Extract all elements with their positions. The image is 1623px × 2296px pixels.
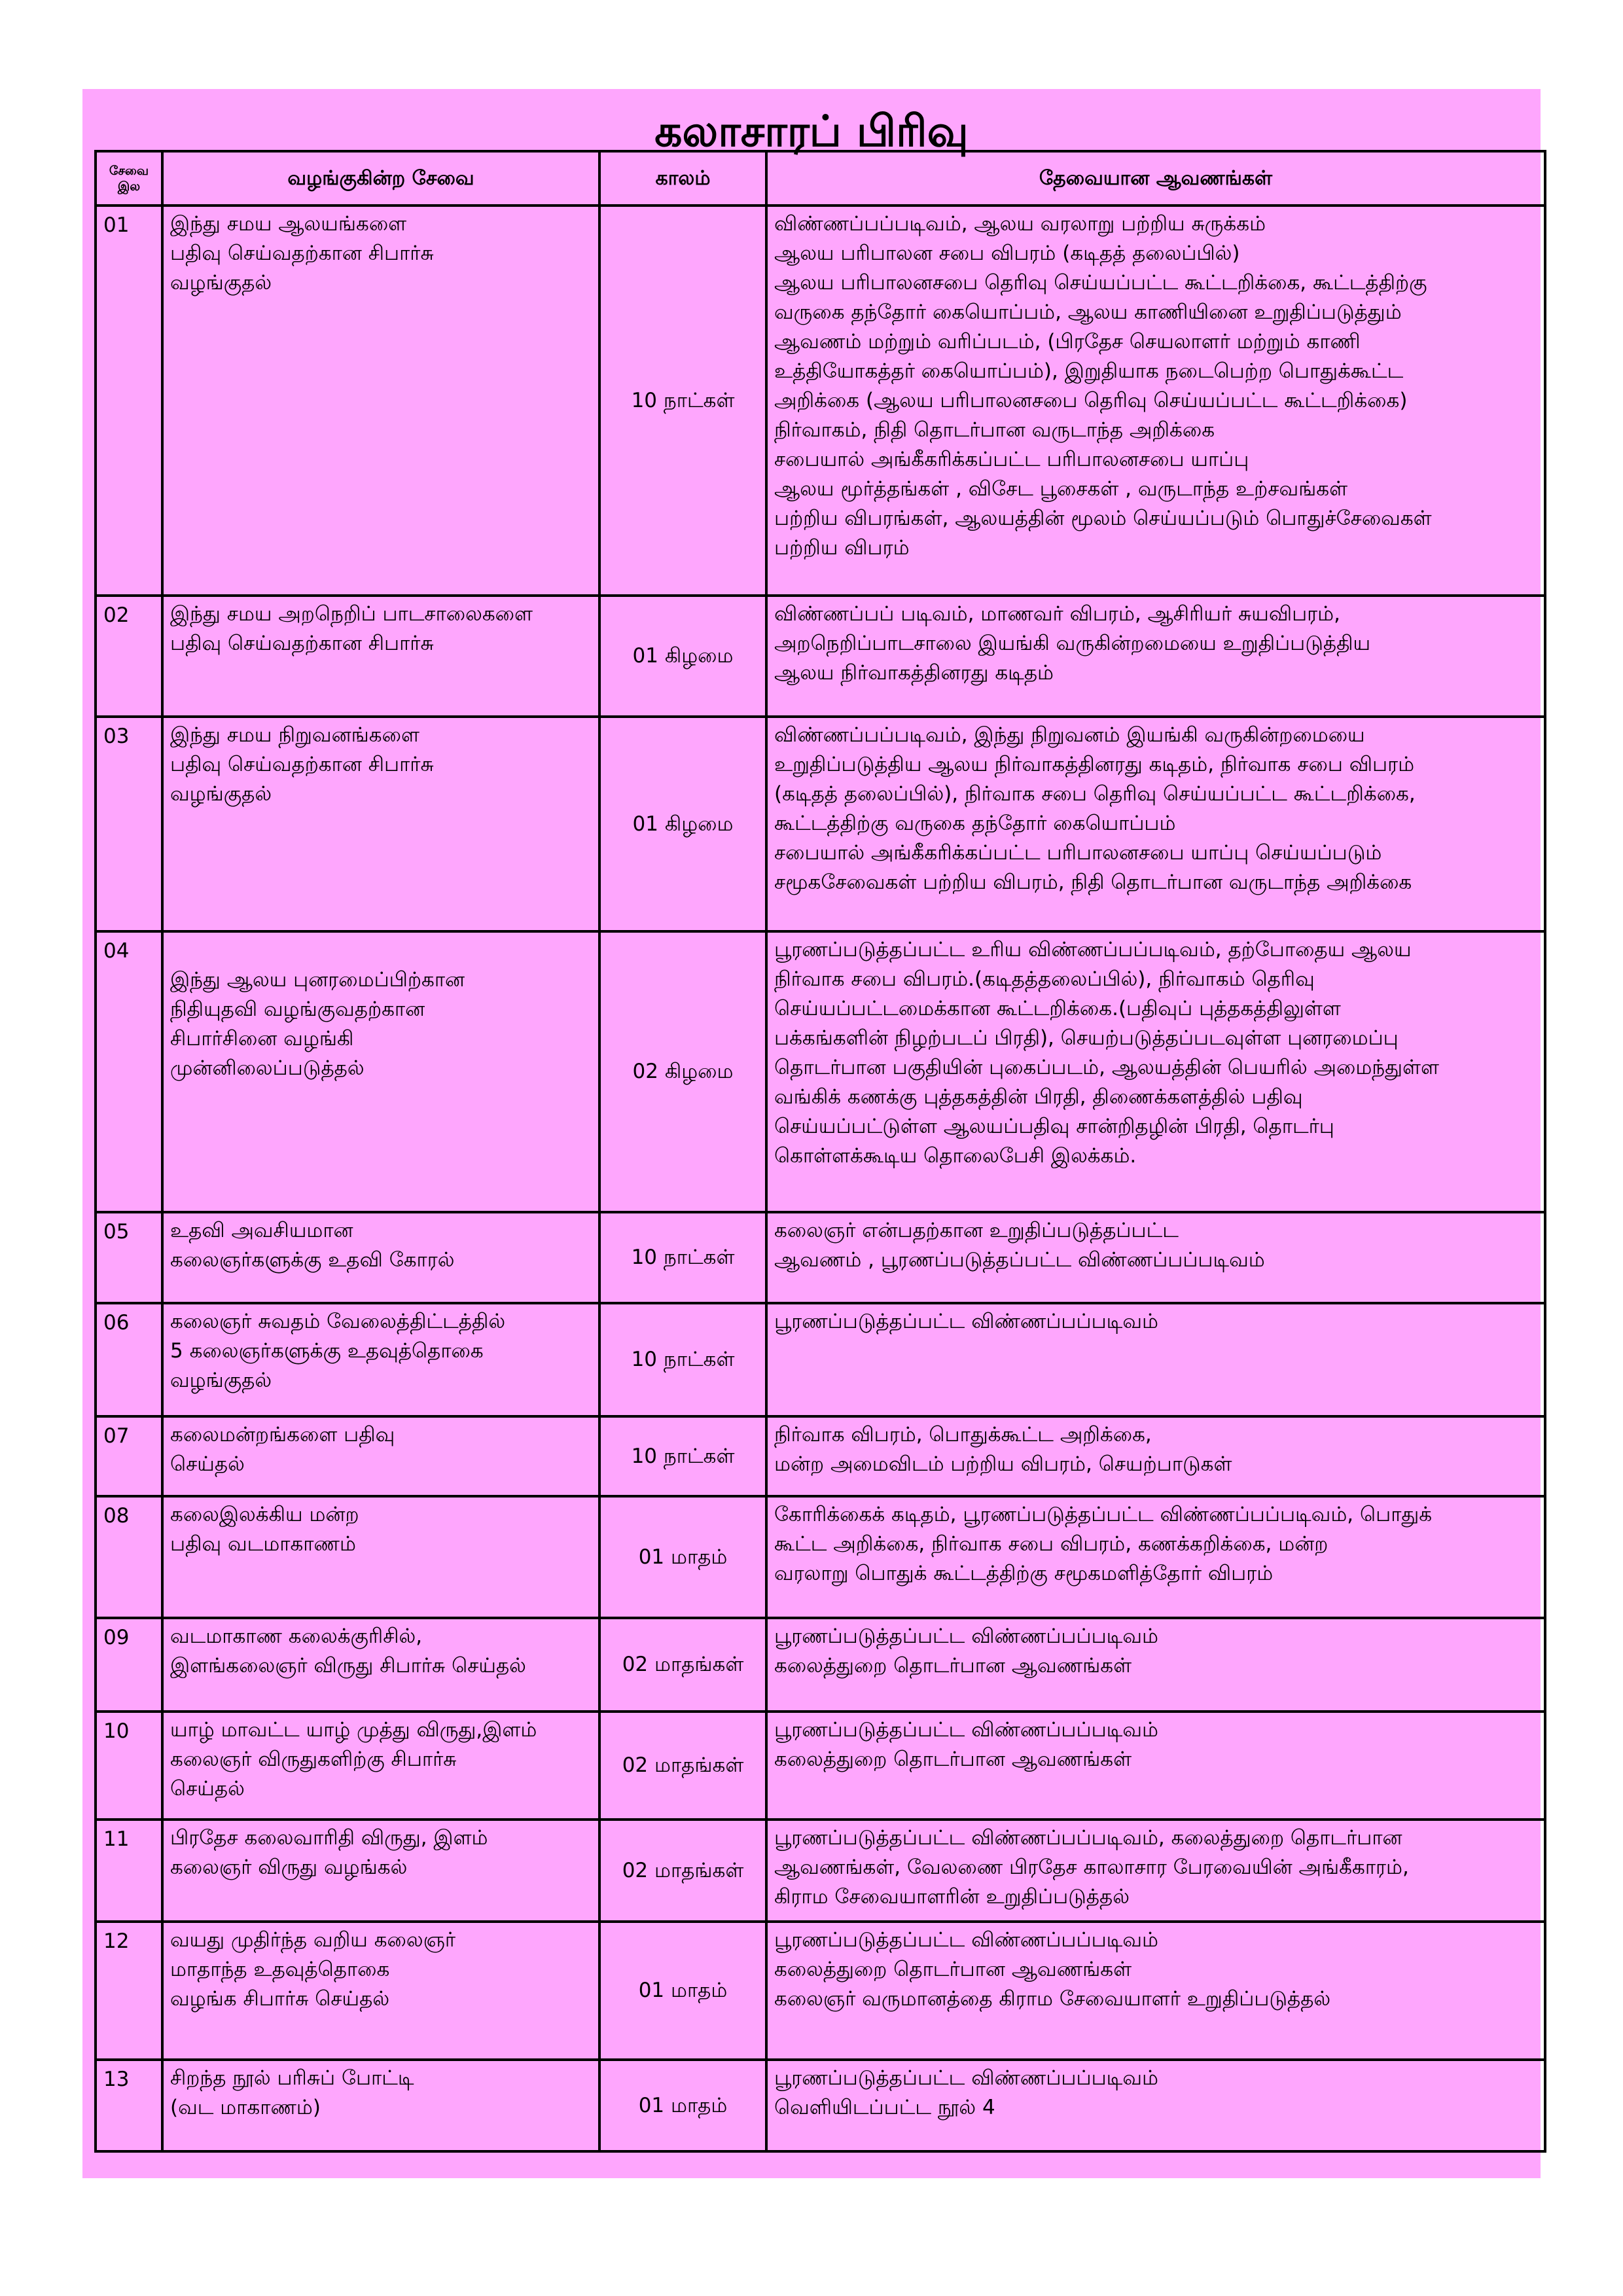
table-row xyxy=(96,717,1545,931)
table-row xyxy=(96,596,1545,717)
document-line: ஆலய பரிபாலனசபை தெரிவு செய்யப்பட்ட கூட்டறிக்கை, கூட்டத்திற்கு xyxy=(774,271,1427,295)
document-line: உத்தியோகத்தர் கையொப்பம்), இறுதியாக நடைபெற்ற பொதுக்கூட்ட xyxy=(774,359,1404,383)
required-documents xyxy=(766,1416,1545,1496)
document-line: சமூகசேவைகள் பற்றிய விபரம், நிதி தொடர்பான வருடாந்த அறிக்கை xyxy=(774,870,1412,894)
service-description xyxy=(162,596,599,717)
document-line: உறுதிப்படுத்திய ஆலய நிர்வாகத்தினரது கடிதம், நிர்வாக சபை விபரம் xyxy=(774,753,1415,776)
service-duration: 01 மாதம் xyxy=(599,2060,766,2151)
table-row xyxy=(96,1416,1545,1496)
table-row xyxy=(96,1712,1545,1820)
service-line: வழங்குதல் xyxy=(170,782,272,806)
required-documents xyxy=(766,596,1545,717)
service-line: மாதாந்த உதவுத்தொகை xyxy=(170,1958,390,1981)
document-line: பக்கங்களின் நிழற்படப் பிரதி), செயற்படுத்தப்படவுள்ள புனரமைப்பு xyxy=(774,1026,1399,1050)
page-background xyxy=(82,89,1541,2178)
document-line: சபையால் அங்கீகரிக்கப்பட்ட பரிபாலனசபை யாப்பு xyxy=(774,448,1249,471)
document-line: வருகை தந்தோர் கையொப்பம், ஆலய காணியினை உறுதிப்படுத்தும் xyxy=(774,300,1402,324)
service-duration: 10 நாட்கள் xyxy=(599,1416,766,1496)
service-number: 10 xyxy=(96,1712,162,1820)
header-service: வழங்குகின்ற சேவை xyxy=(162,151,599,206)
service-line: பதிவு செய்வதற்கான சிபார்சு xyxy=(170,242,434,265)
table-row xyxy=(96,2060,1545,2151)
required-documents xyxy=(766,1820,1545,1922)
document-line: ஆலய நிர்வாகத்தினரது கடிதம் xyxy=(774,661,1054,685)
page-title: கலாசாரப் பிரிவு xyxy=(654,106,969,156)
document-line: கலைத்துறை தொடர்பான ஆவணங்கள் xyxy=(774,1654,1132,1677)
service-line: கலைஇலக்கிய மன்ற xyxy=(170,1503,359,1526)
service-line: கலைஞர் விருதுகளிற்கு சிபார்சு xyxy=(170,1748,457,1771)
service-line: இந்து ஆலய புனரமைப்பிற்கான xyxy=(170,968,465,992)
table-row xyxy=(96,1212,1545,1303)
service-number: 05 xyxy=(96,1212,162,1303)
service-description xyxy=(162,931,599,1212)
service-line: உதவி அவசியமான xyxy=(170,1219,353,1242)
service-line: 5 கலைஞர்களுக்கு உதவுத்தொகை xyxy=(170,1339,484,1363)
service-line: வழங்குதல் xyxy=(170,271,272,295)
required-documents xyxy=(766,1712,1545,1820)
service-description xyxy=(162,2060,599,2151)
document-line: பற்றிய விபரங்கள், ஆலயத்தின் மூலம் செய்யப்படும் பொதுச்சேவைகள் xyxy=(774,507,1432,530)
service-number: 11 xyxy=(96,1820,162,1922)
document-line: பூரணப்படுத்தப்பட்ட உரிய விண்ணப்பப்படிவம், தற்போதைய ஆலய xyxy=(774,938,1412,961)
document-line: கூட்ட அறிக்கை, நிர்வாக சபை விபரம், கணக்கறிக்கை, மன்ற xyxy=(774,1532,1329,1556)
service-line: சிபார்சினை வழங்கி xyxy=(170,1027,354,1050)
service-line: கலைஞர்களுக்கு உதவி கோரல் xyxy=(170,1248,455,1272)
service-line: செய்தல் xyxy=(170,1777,245,1801)
service-description xyxy=(162,1712,599,1820)
service-number: 08 xyxy=(96,1496,162,1618)
document-line: செய்யப்பட்டமைக்கான கூட்டறிக்கை.(பதிவுப் புத்தகத்திலுள்ள xyxy=(774,997,1341,1020)
service-line: இந்து சமய ஆலயங்களை xyxy=(170,212,407,236)
document-line: ஆலய பரிபாலன சபை விபரம் (கடிதத் தலைப்பில்) xyxy=(774,242,1240,265)
service-line: முன்னிலைப்படுத்தல் xyxy=(170,1056,365,1080)
service-number: 13 xyxy=(96,2060,162,2151)
service-duration: 02 கிழமை xyxy=(599,931,766,1212)
service-duration: 10 நாட்கள் xyxy=(599,1212,766,1303)
service-duration: 01 கிழமை xyxy=(599,596,766,717)
table-row xyxy=(96,1618,1545,1712)
document-line: வெளியிடப்பட்ட நூல் 4 xyxy=(774,2096,995,2119)
service-line: வடமாகாண கலைக்குரிசில், xyxy=(170,1624,423,1648)
document-line: நிர்வாகம், நிதி தொடர்பான வருடாந்த அறிக்கை xyxy=(774,418,1215,442)
service-number: 01 xyxy=(96,206,162,596)
document-line: கலைத்துறை தொடர்பான ஆவணங்கள் xyxy=(774,1958,1132,1981)
header-service-no: சேவை இல xyxy=(96,151,162,206)
document-line: விண்ணப்பப் படிவம், மாணவர் விபரம், ஆசிரியர் சுயவிபரம், xyxy=(774,602,1340,626)
document-line: (கடிதத் தலைப்பில்), நிர்வாக சபை தெரிவு செய்யப்பட்ட கூட்டறிக்கை, xyxy=(774,782,1416,806)
service-line: யாழ் மாவட்ட யாழ் முத்து விருது,இளம் xyxy=(170,1718,537,1742)
document-line: பற்றிய விபரம் xyxy=(774,536,910,560)
table-header-row xyxy=(96,151,1545,206)
service-number: 12 xyxy=(96,1922,162,2060)
service-line: பிரதேச கலைவாரிதி விருது, இளம் xyxy=(170,1826,488,1850)
service-duration: 01 மாதம் xyxy=(599,1922,766,2060)
table-row xyxy=(96,1303,1545,1416)
document-line: பூரணப்படுத்தப்பட்ட விண்ணப்பப்படிவம் xyxy=(774,1310,1158,1333)
header-time: காலம் xyxy=(599,151,766,206)
required-documents xyxy=(766,2060,1545,2151)
services-table xyxy=(94,150,1546,2153)
service-duration: 01 கிழமை xyxy=(599,717,766,931)
service-line: பதிவு செய்வதற்கான சிபார்சு xyxy=(170,632,434,655)
service-line: பதிவு செய்வதற்கான சிபார்சு xyxy=(170,753,434,776)
service-number: 04 xyxy=(96,931,162,1212)
document-line: வங்கிக் கணக்கு புத்தகத்தின் பிரதி, திணைக்களத்தில் பதிவு xyxy=(774,1085,1303,1109)
document-line: கலைஞர் வருமானத்தை கிராம சேவையாளர் உறுதிப்படுத்தல் xyxy=(774,1987,1331,2011)
document-line: தொடர்பான பகுதியின் புகைப்படம், ஆலயத்தின் பெயரில் அமைந்துள்ள xyxy=(774,1056,1439,1079)
document-line: நிர்வாக சபை விபரம்.(கடிதத்தலைப்பில்), நிர்வாகம் தெரிவு xyxy=(774,967,1315,991)
service-duration: 10 நாட்கள் xyxy=(599,1303,766,1416)
document-line: செய்யப்பட்டுள்ள ஆலயப்பதிவு சான்றிதழின் பிரதி, தொடர்பு xyxy=(774,1115,1334,1138)
document-line: பூரணப்படுத்தப்பட்ட விண்ணப்பப்படிவம் xyxy=(774,1928,1158,1952)
service-line: கலைஞர் சுவதம் வேலைத்திட்டத்தில் xyxy=(170,1310,506,1333)
service-description xyxy=(162,1303,599,1416)
table-row xyxy=(96,206,1545,596)
document-line: பூரணப்படுத்தப்பட்ட விண்ணப்பப்படிவம் xyxy=(774,2066,1158,2090)
required-documents xyxy=(766,1922,1545,2060)
service-line: இந்து சமய நிறுவனங்களை xyxy=(170,723,419,747)
service-line: நிதியுதவி வழங்குவதற்கான xyxy=(170,997,425,1021)
document-line: விண்ணப்பப்படிவம், இந்து நிறுவனம் இயங்கி வருகின்றமையை xyxy=(774,723,1365,747)
service-number: 06 xyxy=(96,1303,162,1416)
service-number: 03 xyxy=(96,717,162,931)
service-line: பதிவு வடமாகாணம் xyxy=(170,1532,356,1556)
required-documents xyxy=(766,1496,1545,1618)
service-line: வழங்குதல் xyxy=(170,1369,272,1392)
table-row xyxy=(96,1820,1545,1922)
document-line: கலைத்துறை தொடர்பான ஆவணங்கள் xyxy=(774,1748,1132,1771)
document-line: ஆவணம் , பூரணப்படுத்தப்பட்ட விண்ணப்பப்படிவம் xyxy=(774,1248,1265,1272)
service-description xyxy=(162,1922,599,2060)
service-number: 09 xyxy=(96,1618,162,1712)
document-line: கலைஞர் என்பதற்கான உறுதிப்படுத்தப்பட்ட xyxy=(774,1219,1179,1242)
required-documents xyxy=(766,1618,1545,1712)
required-documents xyxy=(766,1212,1545,1303)
service-description xyxy=(162,1416,599,1496)
service-description xyxy=(162,1212,599,1303)
service-duration: 02 மாதங்கள் xyxy=(599,1820,766,1922)
service-line: கலைஞர் விருது வழங்கல் xyxy=(170,1856,408,1879)
table-row xyxy=(96,1922,1545,2060)
document-line: கூட்டத்திற்கு வருகை தந்தோர் கையொப்பம் xyxy=(774,812,1176,835)
service-description xyxy=(162,1618,599,1712)
service-line: சிறந்த நூல் பரிசுப் போட்டி xyxy=(170,2066,414,2090)
service-description xyxy=(162,717,599,931)
document-line: ஆவணம் மற்றும் வரிப்படம், (பிரதேச செயலாளர் மற்றும் காணி xyxy=(774,330,1361,353)
service-number: 07 xyxy=(96,1416,162,1496)
required-documents xyxy=(766,931,1545,1212)
document-line: ஆவணங்கள், வேலணை பிரதேச காலாசார பேரவையின் அங்கீகாரம், xyxy=(774,1856,1409,1879)
document-line: கிராம சேவையாளரின் உறுதிப்படுத்தல் xyxy=(774,1885,1130,1909)
service-number: 02 xyxy=(96,596,162,717)
service-line: செய்தல் xyxy=(170,1452,245,1476)
service-line: (வட மாகாணம்) xyxy=(170,2096,321,2119)
service-line: இந்து சமய அறநெறிப் பாடசாலைகளை xyxy=(170,602,533,626)
service-duration: 02 மாதங்கள் xyxy=(599,1618,766,1712)
document-line: மன்ற அமைவிடம் பற்றிய விபரம், செயற்பாடுகள் xyxy=(774,1452,1232,1476)
required-documents xyxy=(766,206,1545,596)
document-line: கொள்ளக்கூடிய தொலைபேசி இலக்கம். xyxy=(774,1144,1137,1168)
table-row xyxy=(96,931,1545,1212)
document-line: விண்ணப்பப்படிவம், ஆலய வரலாறு பற்றிய சுருக்கம் xyxy=(774,212,1266,236)
service-description xyxy=(162,206,599,596)
document-line: பூரணப்படுத்தப்பட்ட விண்ணப்பப்படிவம் xyxy=(774,1624,1158,1648)
table-row xyxy=(96,1496,1545,1618)
service-line: இளங்கலைஞர் விருது சிபார்சு செய்தல் xyxy=(170,1654,526,1677)
service-duration: 02 மாதங்கள் xyxy=(599,1712,766,1820)
service-line: வழங்க சிபார்சு செய்தல் xyxy=(170,1987,390,2011)
document-line: அறநெறிப்பாடசாலை இயங்கி வருகின்றமையை உறுதிப்படுத்திய xyxy=(774,632,1371,655)
service-description xyxy=(162,1496,599,1618)
header-documents: தேவையான ஆவணங்கள் xyxy=(766,151,1545,206)
document-line: நிர்வாக விபரம், பொதுக்கூட்ட அறிக்கை, xyxy=(774,1423,1152,1446)
service-duration: 10 நாட்கள் xyxy=(599,206,766,596)
document-line: பூரணப்படுத்தப்பட்ட விண்ணப்பப்படிவம் xyxy=(774,1718,1158,1742)
document-line: ஆலய மூர்த்தங்கள் , விசேட பூசைகள் , வருடாந்த உற்சவங்கள் xyxy=(774,477,1348,501)
service-line: வயது முதிர்ந்த வறிய கலைஞர் xyxy=(170,1928,456,1952)
service-duration: 01 மாதம் xyxy=(599,1496,766,1618)
service-description xyxy=(162,1820,599,1922)
service-line: கலைமன்றங்களை பதிவு xyxy=(170,1423,395,1446)
document-line: பூரணப்படுத்தப்பட்ட விண்ணப்பப்படிவம், கலைத்துறை தொடர்பான xyxy=(774,1826,1402,1850)
document-line: சபையால் அங்கீகரிக்கப்பட்ட பரிபாலனசபை யாப்பு செய்யப்படும் xyxy=(774,841,1382,865)
required-documents xyxy=(766,717,1545,931)
document-line: அறிக்கை (ஆலய பரிபாலனசபை தெரிவு செய்யப்பட்ட கூட்டறிக்கை) xyxy=(774,389,1408,412)
document-line: கோரிக்கைக் கடிதம், பூரணப்படுத்தப்பட்ட விண்ணப்பப்படிவம், பொதுக் xyxy=(774,1503,1433,1526)
document-line: வரலாறு பொதுக் கூட்டத்திற்கு சமூகமளித்தோர் விபரம் xyxy=(774,1562,1274,1585)
required-documents xyxy=(766,1303,1545,1416)
